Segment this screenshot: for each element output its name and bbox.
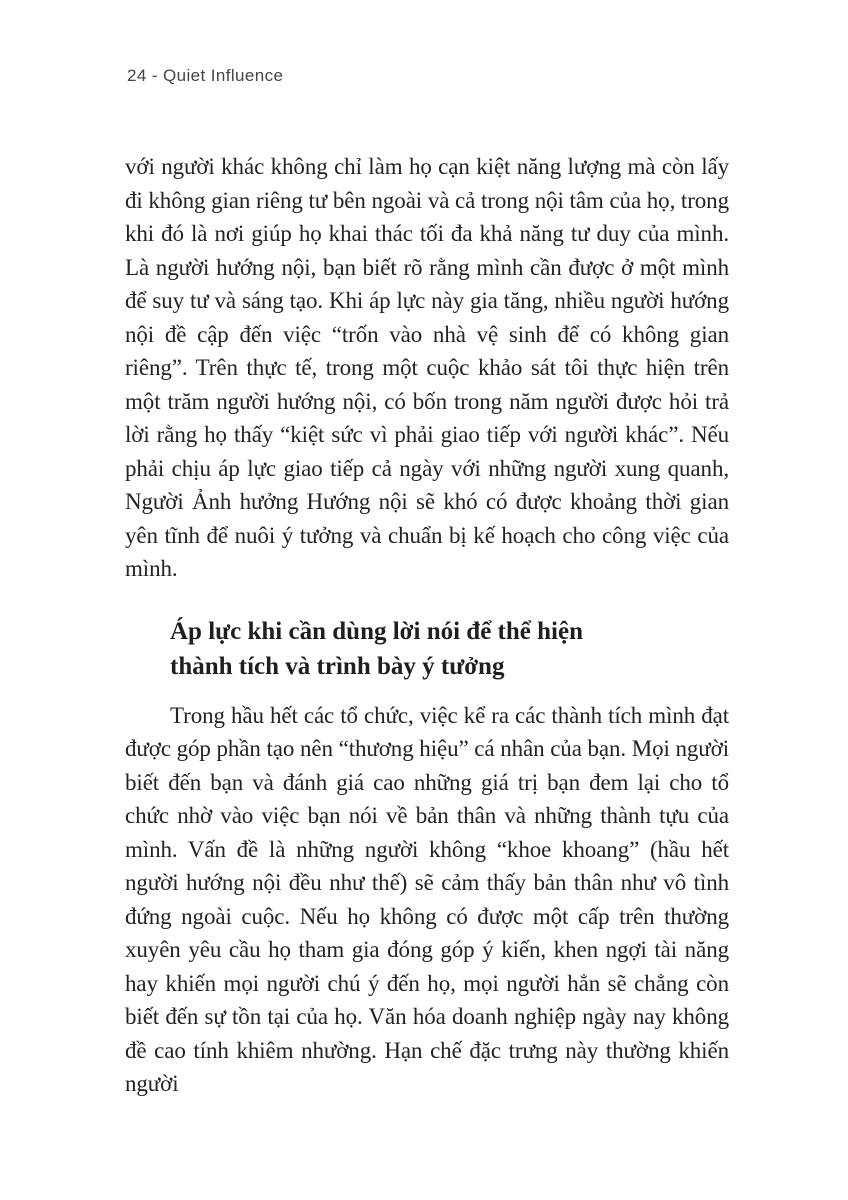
paragraph-body: Trong hầu hết các tổ chức, việc kể ra các thành tích mình đạt được góp phần tạo nên “thương hiệu” cá nhân của bạn. Mọi người biết đến bạn và đánh giá cao những giá trị bạn đem lại cho tổ chức nhờ vào việc bạn nói về bản thân và những thành tựu của mình. Vấn đề là những người không “khoe khoang” (hầu hết người hướng nội đều như thế) sẽ cảm thấy bản thân như vô tình đứng ngoài cuộc. Nếu họ không có được một cấp trên thường xuyên yêu cầu họ tham gia đóng góp ý kiến, khen ngợi tài năng hay khiến mọi người chú ý đến họ, mọi người hẳn sẽ chẳng còn biết đến sự tồn tại của họ. Văn hóa doanh nghiệp ngày nay không đề cao tính khiêm nhường. Hạn chế đặc trưng này thường khiến người [125,702,729,1096]
paragraph-continuation: với người khác không chỉ làm họ cạn kiệt năng lượng mà còn lấy đi không gian riêng tư bên ngoài và cả trong nội tâm của họ, trong khi đó là nơi giúp họ khai thác tối đa khả năng tư duy của mình. Là người hướng nội, bạn biết rõ rằng mình cần được ở một mình để suy tư và sáng tạo. Khi áp lực này gia tăng, nhiều người hướng nội đề cập đến việc “trốn vào nhà vệ sinh để có không gian riêng”. Trên thực tế, trong một cuộc khảo sát tôi thực hiện trên một trăm người hướng nội, có bốn trong năm người được hỏi trả lời rằng họ thấy “kiệt sức vì phải giao tiếp với người khác”. Nếu phải chịu áp lực giao tiếp cả ngày với những người xung quanh, Người Ảnh hưởng Hướng nội sẽ khó có được khoảng thời gian yên tĩnh để nuôi ý tưởng và chuẩn bị kế hoạch cho công việc của mình. [125,154,729,581]
running-header [127,66,283,86]
section-heading-line-1: Áp lực khi cần dùng lời nói để thể hiện [170,617,583,645]
section-heading [170,614,729,684]
text-block [125,150,729,1101]
page-number-and-book-title: 24 - Quiet Influence [127,66,284,85]
section-heading-line-2: thành tích và trình bày ý tưởng [170,652,505,680]
